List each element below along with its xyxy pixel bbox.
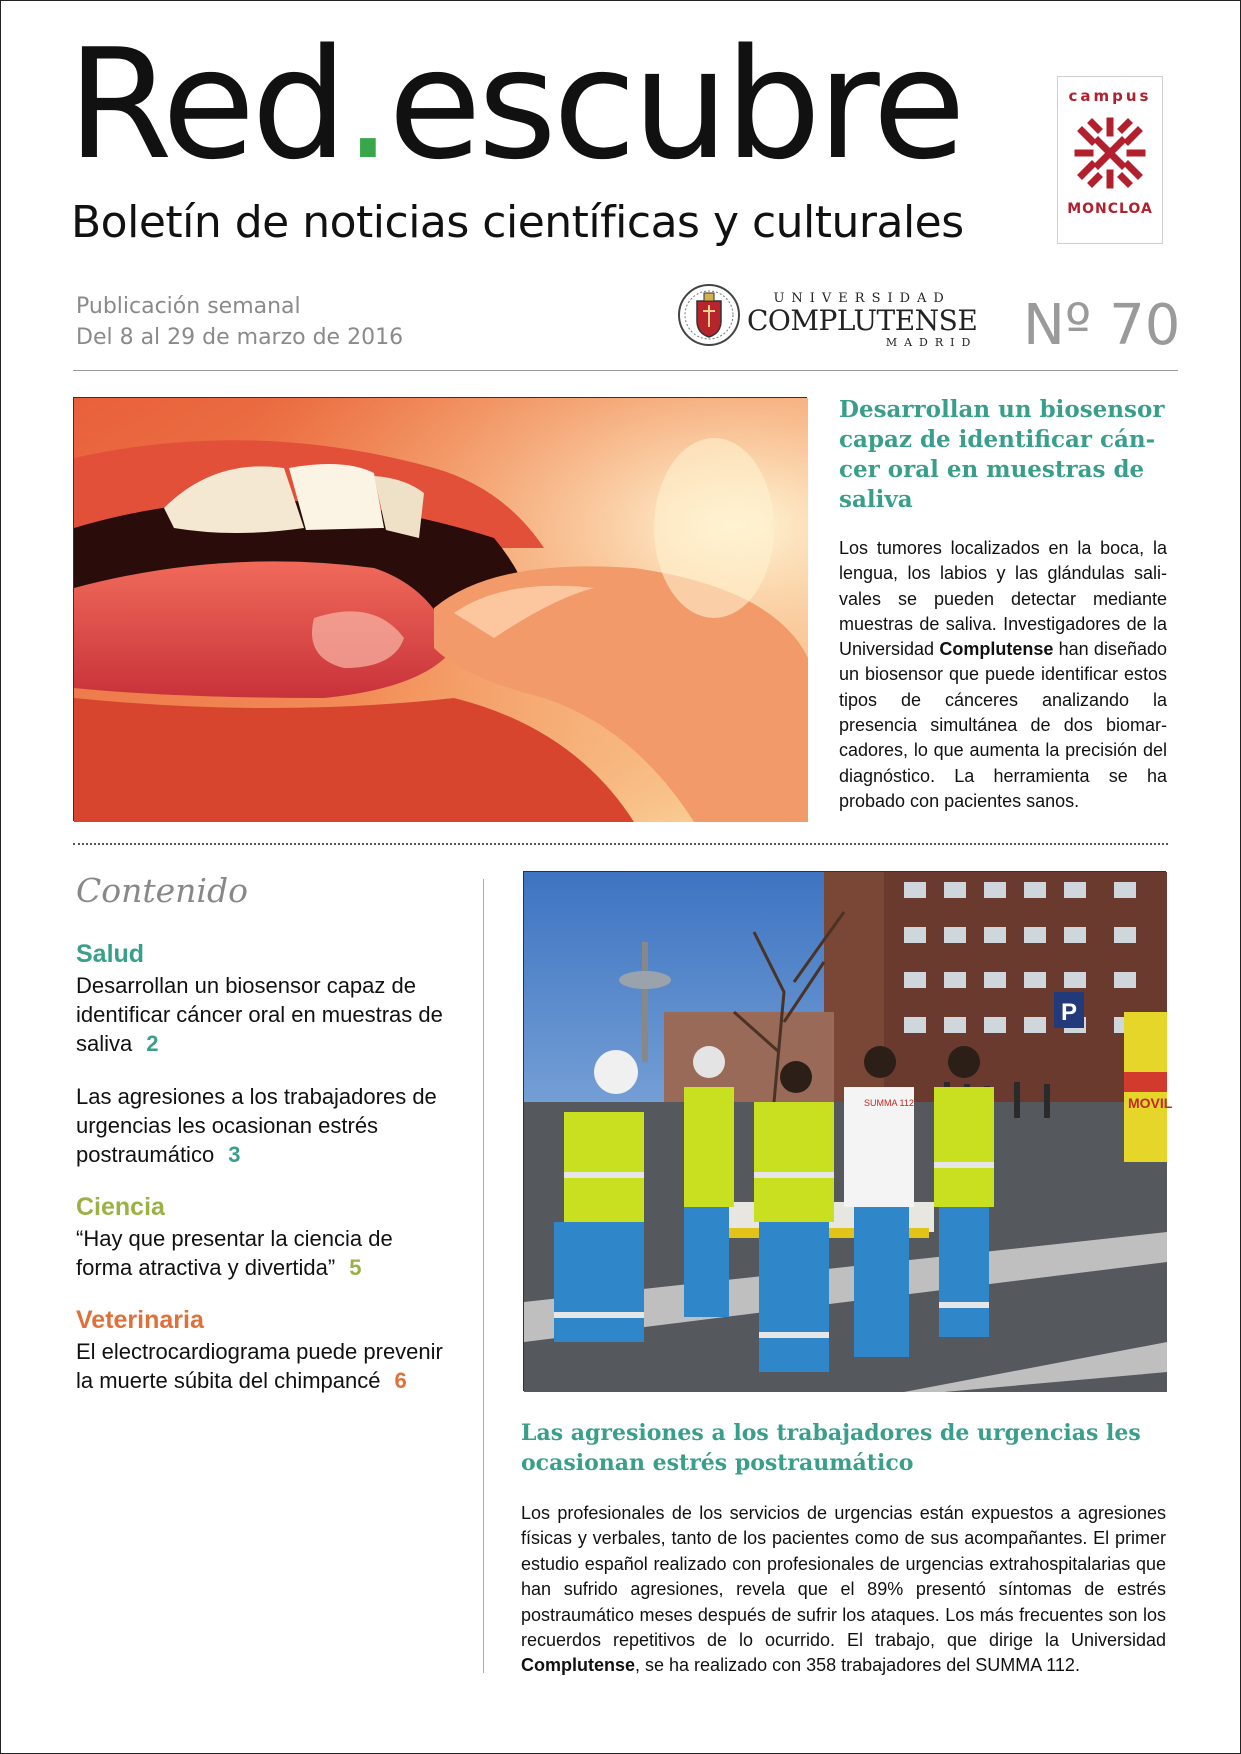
ambulance-label: MOVIL	[1128, 1095, 1173, 1111]
mouth-illustration	[74, 398, 808, 822]
brand-subtitle: Boletín de noticias científicas y culturales	[71, 197, 964, 248]
table-of-contents	[76, 871, 446, 1419]
contents-title: Contenido	[76, 871, 248, 910]
university-line1: UNIVERSIDAD	[773, 291, 951, 306]
summa-label: SUMMA 112	[864, 1098, 914, 1108]
contents-entry-chimpance[interactable]	[76, 1337, 446, 1395]
entry-page-number: 3	[228, 1142, 241, 1167]
article2-title: Las agresiones a los trabajadores de urgencias les ocasionan estrés postraumático	[521, 1420, 1141, 1476]
article1-title: Desarrollan un biosensor capaz de identificar cáncer oral en muestras de saliva	[839, 396, 1165, 513]
article1-body-bold: Complutense	[939, 639, 1054, 660]
university-name	[747, 291, 977, 349]
category-ciencia: Ciencia	[76, 1193, 165, 1221]
campus-emblem-icon	[1068, 111, 1152, 195]
entry-text: Las agresiones a los trabajadores de urgencias les ocasionan estrés postraumático	[76, 1084, 437, 1167]
emergency-scene-illustration	[524, 872, 1173, 1392]
contents-entry-biosensor[interactable]	[76, 971, 446, 1058]
emergency-workers-photo	[523, 871, 1173, 1391]
campus-logo-bottom: MONCLOA	[1067, 201, 1153, 217]
brand-title	[67, 16, 962, 193]
article2-body	[521, 1501, 1166, 1679]
article2-body-bold: Complutense	[521, 1655, 636, 1676]
section-divider	[73, 843, 1168, 845]
header-divider	[73, 370, 1178, 371]
brand-part1: Red	[67, 16, 344, 193]
publication-dates: Del 8 al 29 de marzo de 2016	[76, 325, 404, 350]
brand-dot: .	[343, 16, 389, 193]
entry-text: Desarrollan un biosensor capaz de identificar cáncer oral en muestras de saliva	[76, 973, 443, 1056]
issue-number: Nº 70	[1023, 293, 1181, 358]
oral-cancer-photo	[73, 397, 807, 821]
publication-info	[76, 291, 403, 353]
university-line3: MADRID	[885, 336, 978, 349]
article1-body-start: Los tumores localizados en la boca, la lengua, los labios y las glándulas salivales se pueden detectar mediante muestras de saliva. Investigadores de la Universidad	[839, 538, 1167, 660]
article1-body-end: han diseñado un biosensor que puede identificar estos tipos de cánceres analizando la presencia simultánea de dos biomarcadores, lo que aumenta la precisión del diagnóstico. La herramienta se ha probado con pacientes sanos.	[839, 639, 1167, 811]
campus-moncloa-logo	[1057, 76, 1163, 244]
article1-body	[839, 536, 1167, 814]
article2-body-end: , se ha realizado con 358 trabajadores del SUMMA 112.	[635, 1655, 1080, 1676]
brand-part2: escubre	[388, 16, 962, 193]
column-divider	[483, 879, 484, 1673]
university-logo	[677, 279, 978, 356]
category-veterinaria: Veterinaria	[76, 1306, 204, 1334]
entry-page-number: 5	[349, 1255, 362, 1280]
entry-text: “Hay que presentar la ciencia de forma atractiva y divertida”	[76, 1226, 393, 1280]
campus-logo-top: campus	[1068, 87, 1152, 105]
entry-page-number: 2	[146, 1031, 159, 1056]
entry-text: El electrocardiograma puede prevenir la muerte súbita del chimpancé	[76, 1339, 443, 1393]
publication-frequency: Publicación semanal	[76, 294, 301, 319]
parking-sign: P	[1060, 999, 1078, 1026]
article2-body-start: Los profesionales de los servicios de urgencias están expuestos a agresiones físicas y verbales, tanto de los pacientes como de sus acompañantes. El primer estudio español realizado con profesionales de urgencias extrahospitalarias que han sufrido agresiones, revela que el 89% presentó síntomas de estrés postraumático meses después de sufrir los ataques. Los más frecuentes son los recuerdos repetitivos de lo ocurrido. El trabajo, que dirige la Universidad	[521, 1503, 1166, 1651]
university-line2: COMPLUTENSE	[747, 304, 978, 337]
entry-page-number: 6	[394, 1368, 407, 1393]
category-salud: Salud	[76, 940, 145, 968]
contents-entry-agresiones[interactable]	[76, 1082, 446, 1169]
contents-entry-ciencia[interactable]	[76, 1224, 446, 1282]
university-crest-icon	[677, 279, 741, 351]
